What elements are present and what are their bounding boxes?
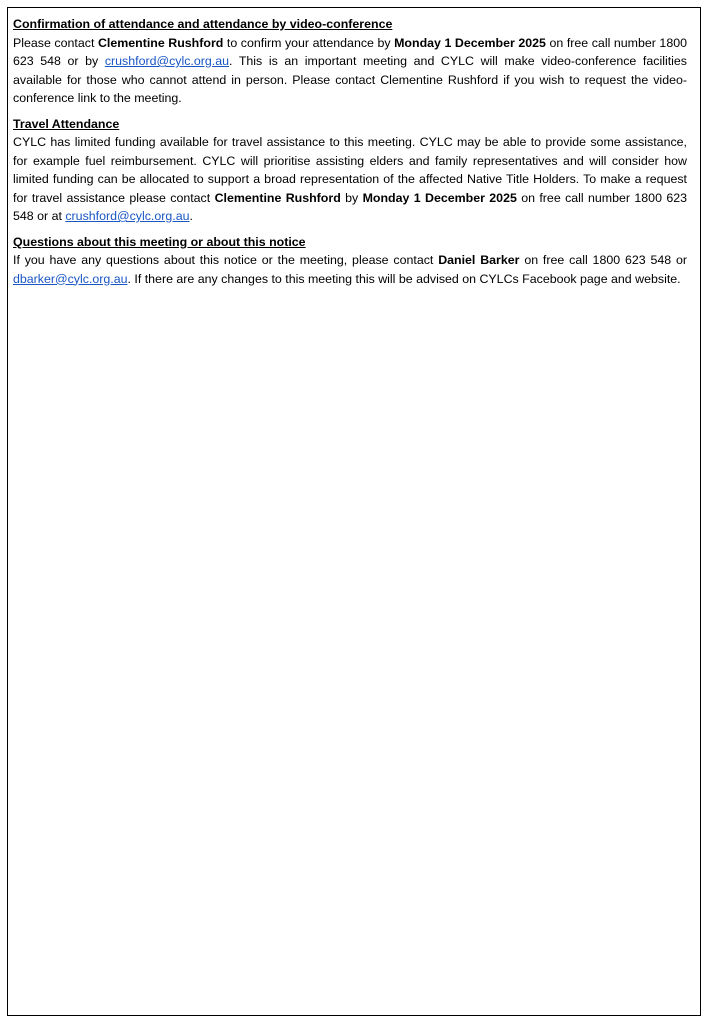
text-run: .: [189, 209, 193, 223]
contact-name: Clementine Rushford: [97, 35, 224, 50]
text-run: Please contact: [13, 35, 98, 50]
deadline-date: Monday 1 December 2025: [362, 190, 517, 205]
text-run: on free call number 1800 623 548 or by: [13, 35, 688, 68]
section-heading: Questions about this meeting or about this notice: [13, 234, 306, 249]
text-run: . This is an important meeting and CYLC will make video-conference facilities available for those who cannot attend in person. Please contact Clementine Rushford if you wish to request the video-conference link to the meeting.: [13, 54, 687, 105]
text-run: . If there are any changes to this meeting this will be advised on CYLCs Facebook page and website.: [127, 271, 681, 286]
contact-name: Daniel Barker: [438, 253, 520, 267]
section-paragraph: [13, 251, 687, 288]
email-link[interactable]: dbarker@cylc.org.au: [13, 271, 128, 286]
text-run: on free call number 1800 623 548 or at: [13, 190, 687, 223]
deadline-date: Monday 1 December 2025: [394, 35, 546, 50]
section-paragraph: [13, 34, 687, 108]
text-run: CYLC has limited funding available for travel assistance to this meeting. CYLC may be able to provide some assistance, for example fuel reimbursement. CYLC will prioritise assisting elders and family representatives and will consider how limited funding can be allocated to support a broad representation of the affected Native Title Holders. To make a request for travel assistance please contact: [13, 135, 687, 205]
email-link[interactable]: crushford@cylc.org.au: [65, 209, 190, 223]
section-travel-attendance: [13, 115, 687, 226]
section-heading: Confirmation of attendance and attendance by video-conference: [13, 17, 393, 31]
text-run: on free call 1800 623 548 or: [519, 253, 687, 267]
section-questions: [13, 233, 687, 289]
section-heading: Travel Attendance: [13, 116, 120, 131]
section-video-conference: [13, 15, 687, 108]
text-run: to confirm your attendance by: [223, 35, 395, 50]
text-run: by: [340, 190, 363, 205]
section-paragraph: [13, 133, 687, 226]
notice-content: [13, 15, 687, 295]
contact-name: Clementine Rushford: [214, 190, 341, 205]
email-link[interactable]: crushford@cylc.org.au: [104, 54, 229, 68]
text-run: If you have any questions about this notice or the meeting, please contact: [13, 253, 439, 267]
